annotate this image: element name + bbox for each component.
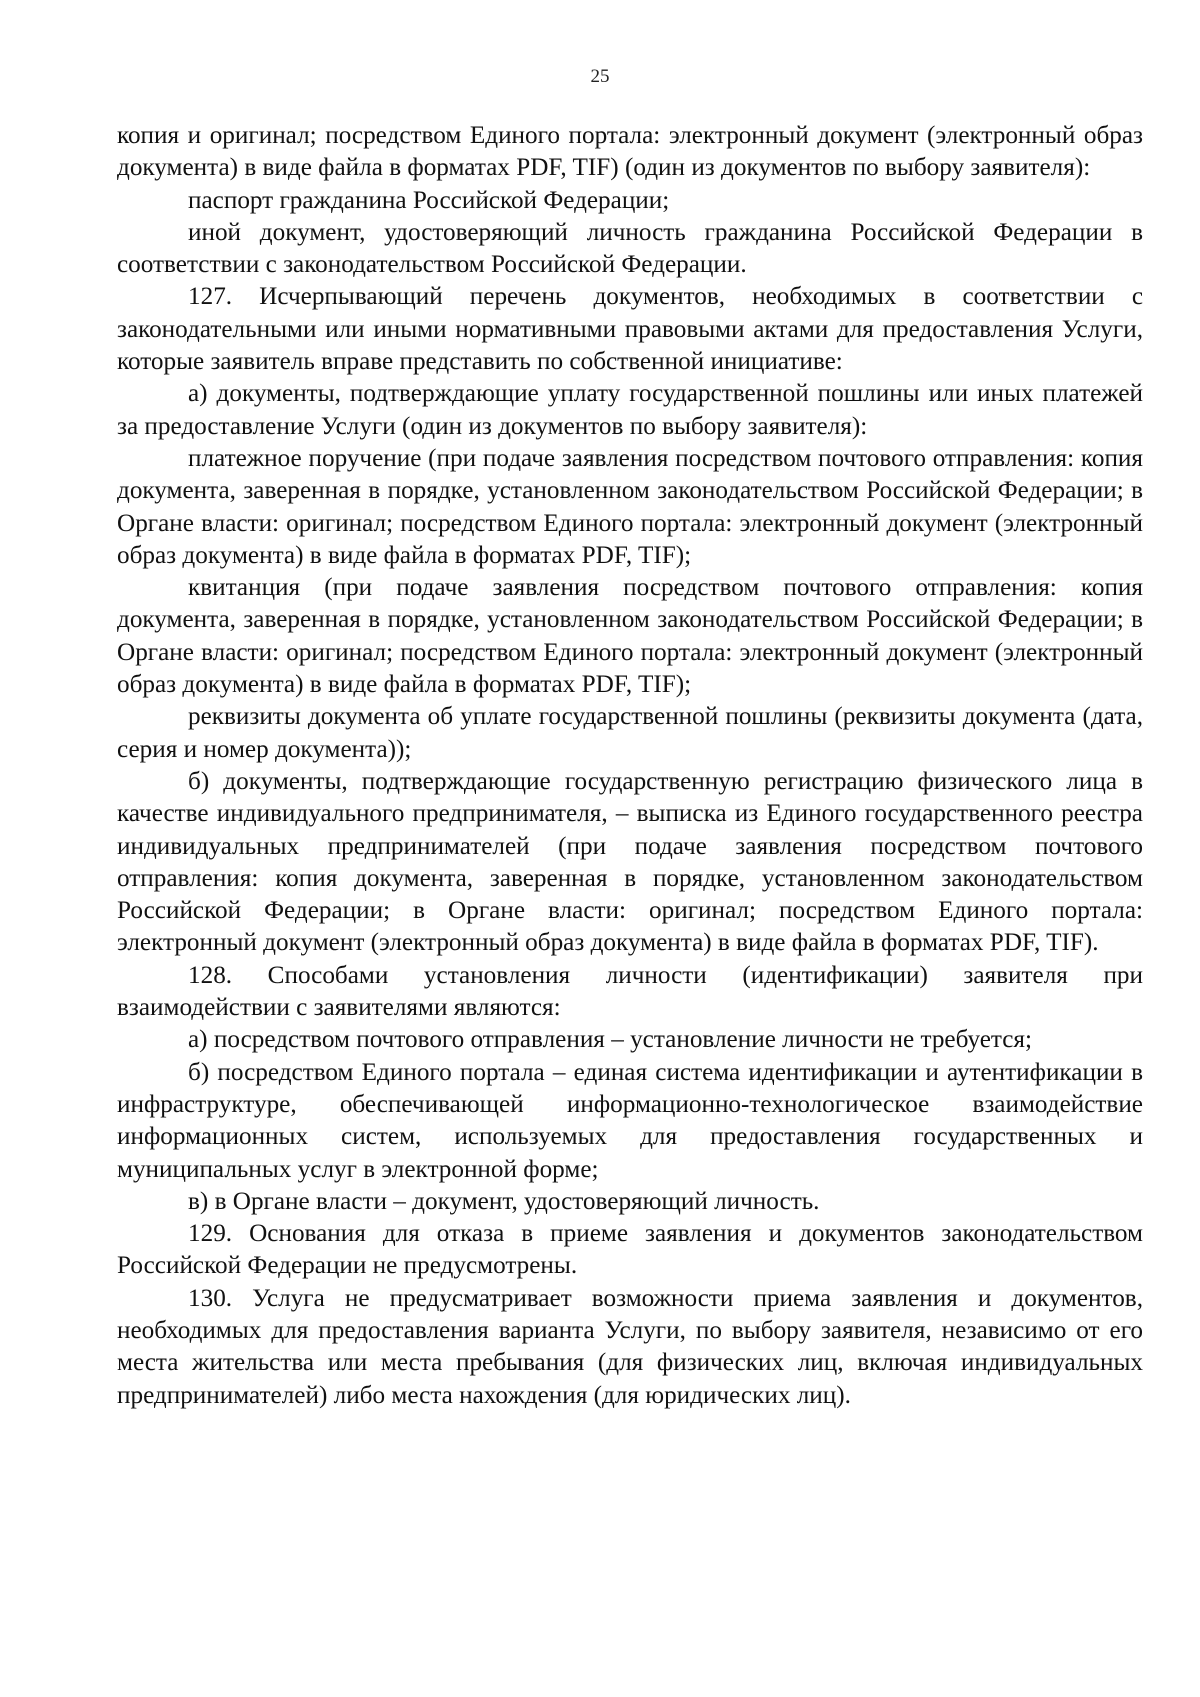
paragraph-receipt: квитанция (при подаче заявления посредством почтового отправления: копия документа, заверенная в порядке, установленном законодательством Российской Федерации; в Органе власти: оригинал; посредством Единого портала: электронный документ (электронный образ документа) в виде файла в форматах PDF, TIF); bbox=[117, 574, 1143, 699]
page-number: 25 bbox=[590, 66, 610, 87]
paragraph-127-b: б) документы, подтверждающие государственную регистрацию физического лица в качестве индивидуального предпринимателя, – выписка из Единого государственного реестра индивидуальных предпринимателей (при подаче заявления посредством почтового отправления: копия документа, заверенная в порядке, установленном законодательством Российской Федерации; в Органе власти: оригинал; посредством Единого портала: электронный документ (электронный образ документа) в виде файла в форматах PDF, TIF). bbox=[117, 767, 1143, 957]
paragraph-128-b: б) посредством Единого портала – единая система идентификации и аутентификации в инфраструктуре, обеспечивающей информационно-технологическое взаимодействие информационных систем, используемых для предоставления государственных и муниципальных услуг в электронной форме; bbox=[117, 1058, 1143, 1183]
paragraph-128-a: а) посредством почтового отправления – установление личности не требуется; bbox=[188, 1026, 1032, 1054]
paragraph-127-a: а) документы, подтверждающие уплату государственной пошлины или иных платежей за предоставление Услуги (один из документов по выбору заявителя): bbox=[117, 380, 1143, 440]
paragraph-payment-order: платежное поручение (при подаче заявления посредством почтового отправления: копия документа, заверенная в порядке, установленном законодательством Российской Федерации; в Органе власти: оригинал; посредством Единого портала: электронный документ (электронный образ документа) в виде файла в форматах PDF, TIF); bbox=[117, 444, 1143, 569]
paragraph-127: 127. Исчерпывающий перечень документов, необходимых в соответствии с законодательными или иными нормативными правовыми актами для предоставления Услуги, которые заявитель вправе представить по собственной инициативе: bbox=[117, 283, 1143, 376]
paragraph-fee-details: реквизиты документа об уплате государственной пошлины (реквизиты документа (дата, серия и номер документа)); bbox=[117, 703, 1143, 763]
paragraph-129: 129. Основания для отказа в приеме заявления и документов законодательством Российской Федерации не предусмотрены. bbox=[117, 1220, 1143, 1280]
paragraph-128: 128. Способами установления личности (идентификации) заявителя при взаимодействии с заявителями являются: bbox=[117, 961, 1143, 1022]
paragraph-document-options: копия и оригинал; посредством Единого портала: электронный документ (электронный образ документа) в виде файла в форматах PDF, TIF) (один из документов по выбору заявителя): bbox=[117, 122, 1143, 182]
document-body bbox=[117, 120, 1143, 1412]
paragraph-passport: паспорт гражданина Российской Федерации; bbox=[188, 186, 670, 214]
paragraph-130: 130. Услуга не предусматривает возможности приема заявления и документов, необходимых для предоставления варианта Услуги, по выбору заявителя, независимо от его места жительства или места пребывания (для физических лиц, включая индивидуальных предпринимателей) либо места нахождения (для юридических лиц). bbox=[117, 1284, 1143, 1409]
paragraph-other-identity-document: иной документ, удостоверяющий личность гражданина Российской Федерации в соответствии с законодательством Российской Федерации. bbox=[117, 218, 1143, 279]
paragraph-128-v: в) в Органе власти – документ, удостоверяющий личность. bbox=[188, 1187, 820, 1215]
